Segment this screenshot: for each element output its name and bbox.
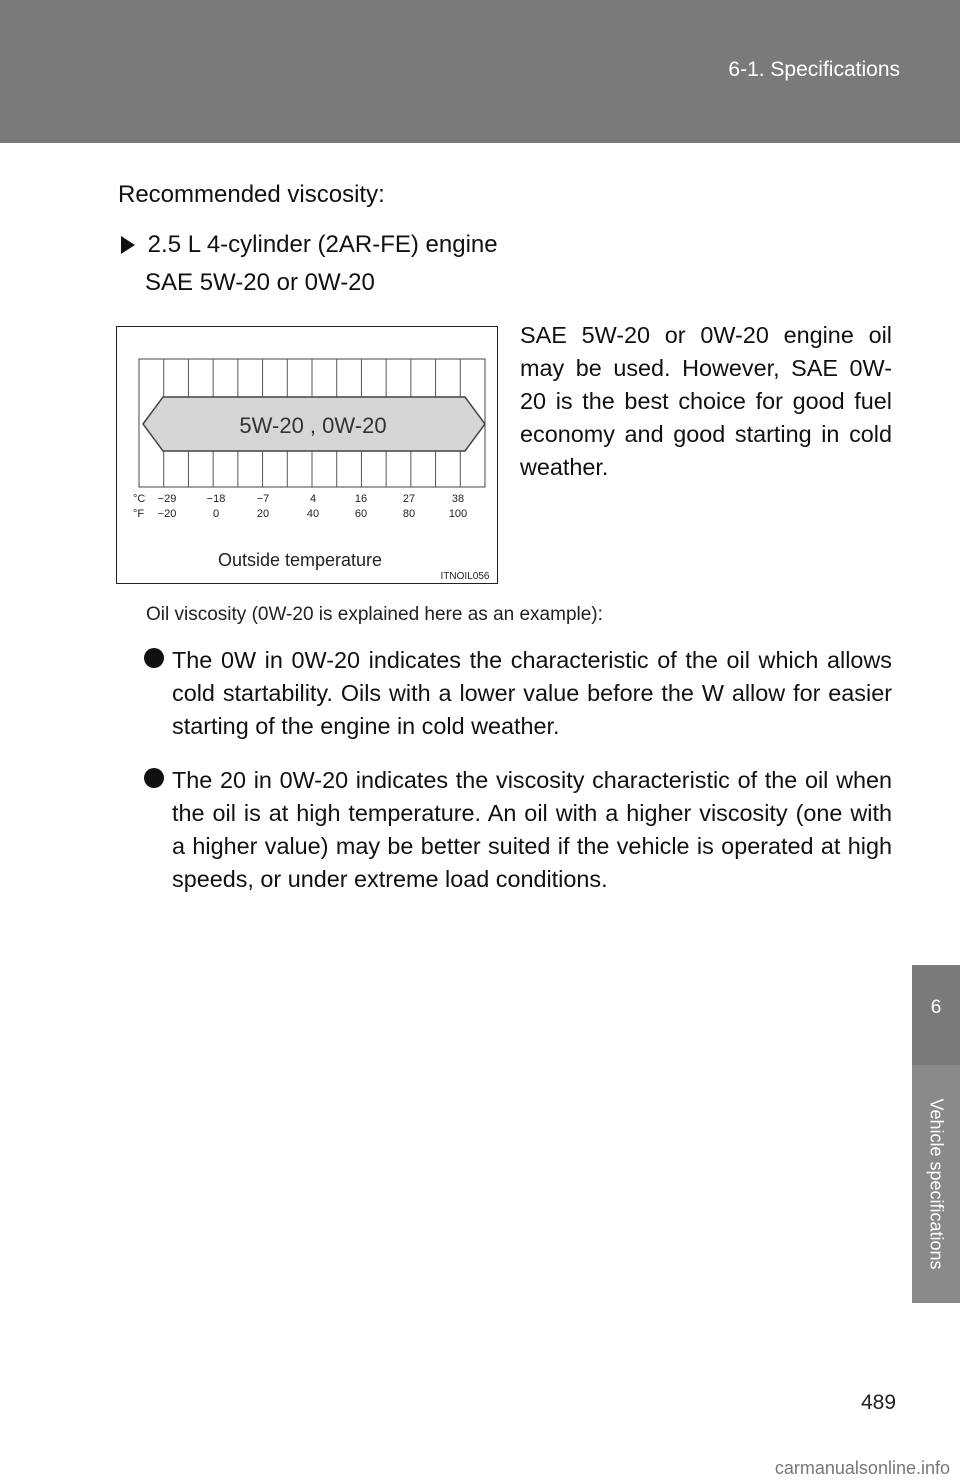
chapter-number: 6 — [930, 997, 942, 1018]
celsius-tick-label: 27 — [402, 493, 416, 505]
chapter-label-tab[interactable] — [912, 1065, 960, 1303]
watermark: carmanualsonline.info — [774, 1458, 950, 1478]
celsius-tick-label: −29 — [157, 493, 177, 505]
bullet-icon — [144, 648, 164, 668]
viscosity-chart — [116, 326, 498, 584]
fahrenheit-tick-label: 80 — [402, 508, 416, 520]
fahrenheit-tick-label: 40 — [306, 508, 320, 520]
engine-line — [121, 228, 498, 261]
celsius-tick-label: 16 — [354, 493, 368, 505]
fahrenheit-tick-label: 0 — [212, 508, 220, 520]
fahrenheit-tick-label: −20 — [157, 508, 177, 520]
chapter-tab[interactable] — [912, 965, 960, 1065]
viscosity-grade: SAE 5W-20 or 0W-20 — [145, 269, 375, 296]
page-header — [0, 0, 960, 143]
chapter-label: Vehicle specifications — [926, 1098, 947, 1270]
bullet-text: The 20 in 0W-20 indicates the viscosity characteristic of the oil when the oil is at high temperature. An oil with a higher viscosity (one with a higher value) may be better suited if the vehicle is operated at high speeds, or under extreme load conditions. — [172, 767, 892, 892]
description-text: SAE 5W-20 or 0W-20 engine oil may be used. However, SAE 0W-20 is the best choice for good fuel economy and good starting in cold weather. — [520, 322, 892, 480]
bullet-icon — [144, 768, 164, 788]
recommended-heading: Recommended viscosity: — [118, 181, 385, 208]
axis-label: Outside temperature — [217, 550, 383, 570]
page-number: 489 — [861, 1391, 897, 1414]
celsius-tick-label: 38 — [451, 493, 465, 505]
fahrenheit-tick-label: 20 — [256, 508, 270, 520]
engine-text: 2.5 L 4-cylinder (2AR-FE) engine — [147, 231, 498, 258]
fahrenheit-tick-label: 60 — [354, 508, 368, 520]
arrow-icon — [121, 236, 135, 254]
section-title: 6-1. Specifications — [728, 58, 900, 81]
celsius-tick-label: −18 — [206, 493, 226, 505]
celsius-unit: °C — [133, 493, 146, 505]
chart-graphic — [117, 327, 497, 583]
figure-code: ITNOIL056 — [440, 571, 490, 582]
bullet-text: The 0W in 0W-20 indicates the characteristic of the oil which allows cold startability. Oils with a lower value before the W allow for easier starting of the engine in cold weather. — [172, 647, 892, 739]
bullet-item — [144, 644, 892, 743]
celsius-tick-label: 4 — [309, 493, 317, 505]
bullet-item — [144, 764, 892, 896]
fahrenheit-tick-label: 100 — [448, 508, 468, 520]
fahrenheit-unit: °F — [133, 508, 145, 520]
celsius-tick-label: −7 — [256, 493, 270, 505]
figure-caption: Oil viscosity (0W-20 is explained here as an example): — [146, 604, 603, 625]
band-label: 5W-20 , 0W-20 — [239, 413, 387, 438]
